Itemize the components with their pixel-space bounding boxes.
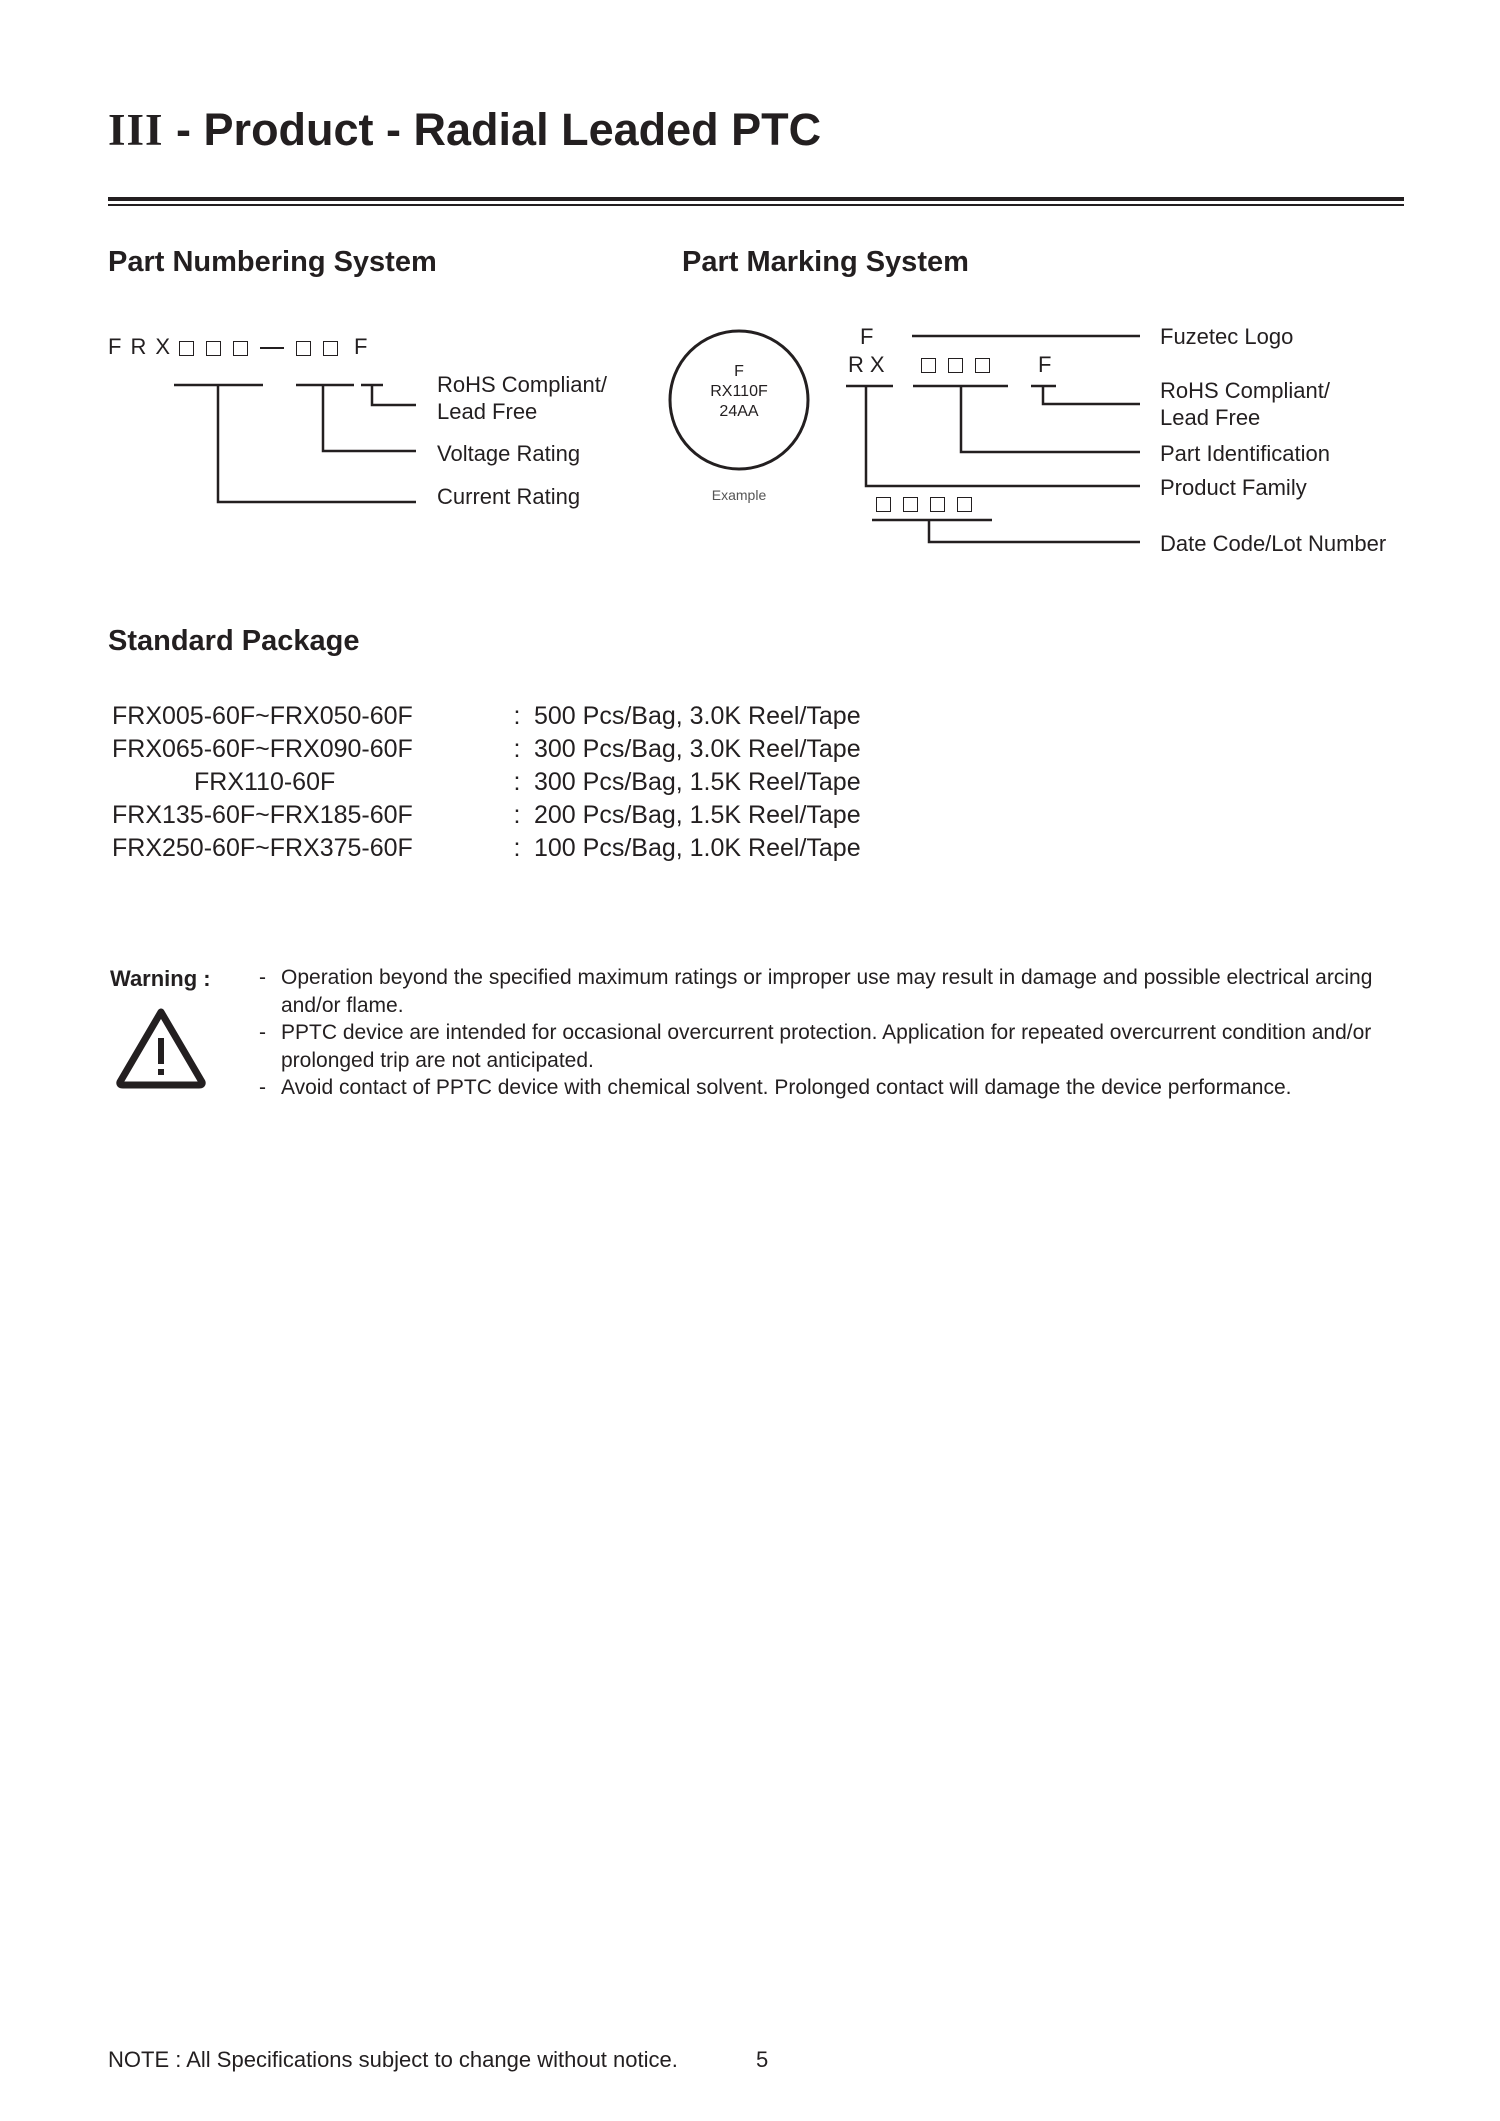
model-cell: FRX250-60F~FRX375-60F (112, 834, 413, 862)
circle-logo-text: F (734, 363, 744, 380)
warning-label: Warning : (110, 966, 211, 991)
marking-logo-letter: F (860, 324, 874, 349)
spec-cell: 300 Pcs/Bag, 1.5K Reel/Tape (534, 768, 861, 796)
title-text: - Product - Radial Leaded PTC (163, 104, 822, 155)
list-item (259, 1074, 1409, 1102)
table-row (112, 700, 861, 733)
model-cell: FRX110-60F (194, 768, 336, 796)
table-row (112, 832, 861, 865)
rohs-label-line2: Lead Free (437, 399, 538, 424)
model-cell: FRX005-60F~FRX050-60F (112, 702, 413, 730)
spec-cell: 100 Pcs/Bag, 1.0K Reel/Tape (534, 834, 861, 862)
circle-part-text: RX110F (710, 383, 768, 400)
current-digit-box (179, 341, 194, 356)
current-digit-box (233, 341, 248, 356)
numbering-heading: Part Numbering System (108, 246, 437, 278)
date-digit-box (957, 497, 972, 512)
marking-rohs-line2: Lead Free (1160, 405, 1261, 430)
warning-text: Avoid contact of PPTC device with chemical solvent. Prolonged contact will damage the device performance. (281, 1076, 1292, 1099)
list-item (259, 1019, 1409, 1074)
fuzetec-logo-label: Fuzetec Logo (1160, 324, 1294, 349)
warning-triangle-icon (114, 1006, 208, 1090)
marking-example-circle (670, 362, 808, 422)
title-rule-thick (108, 197, 1404, 201)
marking-heading: Part Marking System (682, 246, 969, 278)
model-cell: FRX135-60F~FRX185-60F (112, 801, 413, 829)
section-numeral: III (108, 105, 164, 155)
warning-list (259, 964, 1409, 1102)
date-digit-box (876, 497, 891, 512)
part-identification-label: Part Identification (1160, 441, 1330, 466)
rohs-label-line1: RoHS Compliant/ (437, 372, 607, 397)
current-rating-label: Current Rating (437, 484, 581, 509)
code-dash-icon (260, 347, 284, 349)
colon-cell: : (513, 834, 521, 862)
warning-text: Operation beyond the specified maximum ratings or improper use may result in damage and possible electrical arcing and/or flame. (281, 966, 1373, 1017)
bullet-dash: - (259, 1021, 266, 1044)
date-digit-box (930, 497, 945, 512)
page-title (108, 104, 821, 156)
colon-cell: : (513, 702, 521, 730)
example-caption: Example (711, 487, 767, 503)
colon-cell: : (513, 735, 521, 763)
marking-rohs-line1: RoHS Compliant/ (1160, 378, 1330, 403)
code-prefix: FRX (108, 334, 179, 359)
circle-date-text: 24AA (719, 403, 759, 420)
voltage-digit-box (323, 341, 338, 356)
warning-text: PPTC device are intended for occasional overcurrent protection. Application for repeated overcurrent condition and/or prolonged trip are not anticipated. (281, 1021, 1372, 1072)
model-cell: FRX065-60F~FRX090-60F (112, 735, 413, 763)
bullet-dash: - (259, 1076, 266, 1099)
part-digit-box (921, 358, 936, 373)
date-code-boxes (876, 494, 984, 514)
spec-cell: 300 Pcs/Bag, 3.0K Reel/Tape (534, 735, 861, 763)
page-number: 5 (756, 2047, 769, 2072)
package-heading: Standard Package (108, 625, 360, 657)
spec-cell: 500 Pcs/Bag, 3.0K Reel/Tape (534, 702, 861, 730)
marking-code-prefix: RX (848, 352, 891, 377)
product-family-label: Product Family (1160, 475, 1307, 500)
marking-part-boxes (921, 352, 1002, 378)
marking-code-suffix: F (1038, 352, 1052, 377)
numbering-code (108, 334, 376, 360)
list-item (259, 964, 1409, 1019)
footer-note: NOTE : All Specifications subject to change without notice. (108, 2047, 678, 2072)
date-digit-box (903, 497, 918, 512)
voltage-digit-box (296, 341, 311, 356)
table-row (112, 766, 861, 799)
title-rule-thin (108, 204, 1404, 206)
package-table (112, 700, 861, 865)
code-suffix: F (354, 334, 377, 359)
table-row (112, 733, 861, 766)
part-digit-box (975, 358, 990, 373)
spec-cell: 200 Pcs/Bag, 1.5K Reel/Tape (534, 801, 861, 829)
table-row (112, 799, 861, 832)
colon-cell: : (513, 801, 521, 829)
date-code-label: Date Code/Lot Number (1160, 531, 1387, 556)
voltage-rating-label: Voltage Rating (437, 441, 581, 466)
bullet-dash: - (259, 966, 266, 989)
part-digit-box (948, 358, 963, 373)
colon-cell: : (513, 768, 521, 796)
current-digit-box (206, 341, 221, 356)
